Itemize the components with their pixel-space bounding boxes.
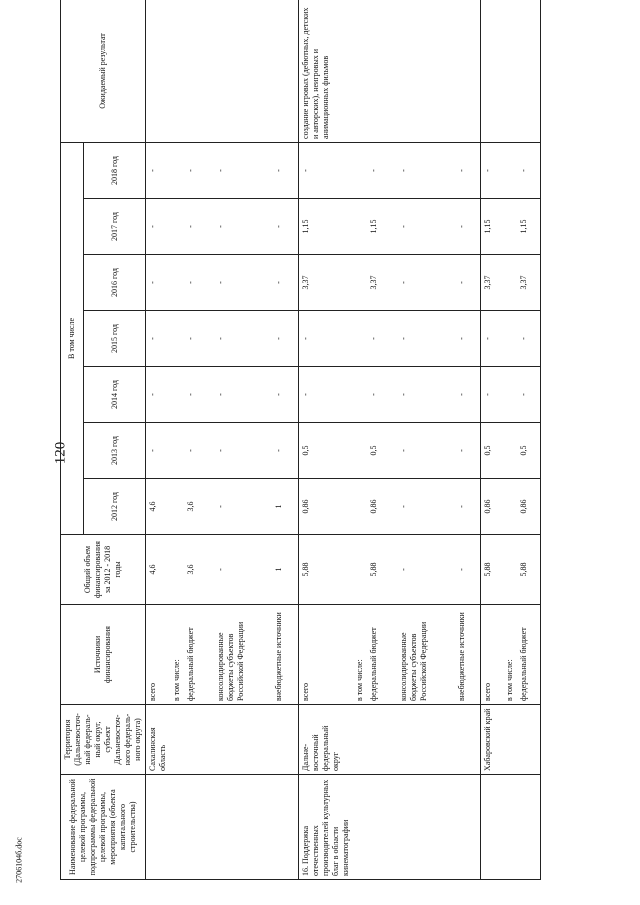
year-value-cell: 0,86 — [367, 479, 397, 535]
year-value-cell: 0,5 — [481, 423, 503, 479]
header-territory: Территория (Дальневосточ-ный федераль-ный округ, субъект Дальневосточ-ного федераль-ного округа) — [61, 705, 146, 775]
territory-cell — [214, 705, 272, 775]
year-value-cell: - — [367, 311, 397, 367]
year-value-cell: - — [455, 423, 481, 479]
year-value-cell: - — [184, 142, 214, 198]
territory-cell: Хабаровский край — [481, 705, 503, 775]
header-year: 2015 год — [84, 311, 146, 367]
header-name: Наименование федеральной целевой программы, подпрограммы федеральной целевой программы, мероприятия (объекта капитального строительства) — [61, 775, 146, 880]
year-value-cell: - — [272, 199, 298, 255]
total-cell: 5,88 — [517, 535, 541, 605]
territory-cell: Дальне-восточный федеральный округ — [298, 705, 353, 775]
table-row — [353, 0, 367, 880]
year-value-cell — [503, 311, 517, 367]
year-value-cell: - — [146, 142, 171, 198]
territory-cell — [503, 705, 517, 775]
year-value-cell: - — [272, 311, 298, 367]
name-cell — [184, 775, 214, 880]
year-value-cell: - — [214, 367, 272, 423]
header-year: 2013 год — [84, 423, 146, 479]
year-value-cell: - — [367, 142, 397, 198]
result-cell — [214, 0, 272, 142]
result-cell — [397, 0, 455, 142]
total-cell: 5,88 — [298, 535, 353, 605]
year-value-cell: - — [455, 255, 481, 311]
year-value-cell — [353, 255, 367, 311]
year-value-cell: 1,15 — [298, 199, 353, 255]
year-value-cell: 0,5 — [517, 423, 541, 479]
year-value-cell — [353, 367, 367, 423]
year-value-cell — [503, 255, 517, 311]
year-value-cell: - — [397, 199, 455, 255]
year-value-cell — [503, 367, 517, 423]
territory-cell — [184, 705, 214, 775]
year-value-cell: 0,86 — [481, 479, 503, 535]
year-value-cell: - — [146, 311, 171, 367]
year-value-cell: - — [517, 142, 541, 198]
territory-cell — [353, 705, 367, 775]
header-total: Общий объем финансирования за 2012 - 2018 годы — [61, 535, 146, 605]
total-cell: 3,6 — [184, 535, 214, 605]
result-cell — [455, 0, 481, 142]
year-value-cell: - — [146, 423, 171, 479]
year-value-cell: - — [298, 311, 353, 367]
year-value-cell: - — [214, 255, 272, 311]
name-cell — [146, 775, 171, 880]
year-value-cell: 3,37 — [517, 255, 541, 311]
year-value-cell — [503, 142, 517, 198]
source-cell: федеральный бюджет — [367, 605, 397, 705]
year-value-cell: 1 — [272, 479, 298, 535]
name-cell — [353, 775, 367, 880]
territory-cell — [517, 705, 541, 775]
result-cell — [170, 0, 184, 142]
year-value-cell: - — [272, 423, 298, 479]
territory-cell: Сахалинская область — [146, 705, 171, 775]
year-value-cell — [170, 479, 184, 535]
year-value-cell — [503, 479, 517, 535]
year-value-cell: 3,6 — [184, 479, 214, 535]
header-year: 2012 год — [84, 479, 146, 535]
year-value-cell: 0,5 — [298, 423, 353, 479]
table-body — [146, 0, 541, 880]
financing-table-container — [60, 0, 535, 880]
name-cell — [503, 775, 517, 880]
year-value-cell: - — [214, 142, 272, 198]
source-cell: внебюджетные источники — [272, 605, 298, 705]
year-value-cell: - — [397, 479, 455, 535]
year-value-cell — [170, 423, 184, 479]
year-value-cell — [353, 311, 367, 367]
result-cell — [353, 0, 367, 142]
table-row — [503, 0, 517, 880]
table-row — [298, 0, 353, 880]
year-value-cell: - — [397, 142, 455, 198]
table-row — [146, 0, 171, 880]
year-value-cell: - — [481, 311, 503, 367]
result-cell — [517, 0, 541, 142]
name-cell: 16. Поддержка отечественных производителей культурных благ в области кинематографии — [298, 775, 353, 880]
year-value-cell: - — [272, 142, 298, 198]
year-value-cell: - — [397, 311, 455, 367]
name-cell — [214, 775, 272, 880]
year-value-cell — [353, 199, 367, 255]
territory-cell — [455, 705, 481, 775]
year-value-cell — [503, 423, 517, 479]
name-cell — [367, 775, 397, 880]
header-source: Источники финансирования — [61, 605, 146, 705]
year-value-cell: 0,86 — [517, 479, 541, 535]
source-cell: федеральный бюджет — [184, 605, 214, 705]
territory-cell — [397, 705, 455, 775]
name-cell — [272, 775, 298, 880]
table-row — [397, 0, 455, 880]
year-value-cell: - — [481, 367, 503, 423]
year-value-cell: - — [517, 367, 541, 423]
source-cell: внебюджетные источники — [455, 605, 481, 705]
page-number: 120 — [52, 441, 69, 465]
year-value-cell: 1,15 — [517, 199, 541, 255]
source-cell: в том числе: — [353, 605, 367, 705]
year-value-cell: - — [455, 142, 481, 198]
header-year: 2014 год — [84, 367, 146, 423]
year-value-cell — [170, 142, 184, 198]
year-value-cell: 4,6 — [146, 479, 171, 535]
table-row — [455, 0, 481, 880]
year-value-cell: 3,37 — [481, 255, 503, 311]
year-value-cell: 0,5 — [367, 423, 397, 479]
name-cell — [455, 775, 481, 880]
header-including: В том числе — [61, 142, 84, 534]
result-cell — [503, 0, 517, 142]
result-cell — [184, 0, 214, 142]
table-row — [517, 0, 541, 880]
table-row — [184, 0, 214, 880]
total-cell: - — [397, 535, 455, 605]
total-cell — [170, 535, 184, 605]
year-value-cell: - — [397, 423, 455, 479]
year-value-cell: - — [397, 367, 455, 423]
year-value-cell: - — [184, 311, 214, 367]
source-cell: всего — [298, 605, 353, 705]
year-value-cell: 0,86 — [298, 479, 353, 535]
year-value-cell: 1,15 — [367, 199, 397, 255]
total-cell — [503, 535, 517, 605]
year-value-cell: - — [214, 479, 272, 535]
header-year: 2018 год — [84, 142, 146, 198]
table-row — [170, 0, 184, 880]
year-value-cell: - — [146, 199, 171, 255]
result-cell — [146, 0, 171, 142]
year-value-cell: - — [214, 199, 272, 255]
year-value-cell: - — [455, 367, 481, 423]
name-cell — [517, 775, 541, 880]
year-value-cell: - — [184, 199, 214, 255]
year-value-cell: 1,15 — [481, 199, 503, 255]
year-value-cell — [170, 255, 184, 311]
year-value-cell: - — [481, 142, 503, 198]
name-cell — [481, 775, 503, 880]
total-cell: 1 — [272, 535, 298, 605]
source-cell: в том числе: — [170, 605, 184, 705]
year-value-cell: - — [146, 367, 171, 423]
total-cell: - — [214, 535, 272, 605]
year-value-cell — [353, 423, 367, 479]
year-value-cell: - — [298, 142, 353, 198]
year-value-cell: 3,37 — [367, 255, 397, 311]
year-value-cell: - — [214, 311, 272, 367]
total-cell: 5,88 — [481, 535, 503, 605]
header-year: 2016 год — [84, 255, 146, 311]
table-row — [214, 0, 272, 880]
year-value-cell: - — [455, 199, 481, 255]
year-value-cell — [503, 199, 517, 255]
source-cell: в том числе: — [503, 605, 517, 705]
year-value-cell: - — [517, 311, 541, 367]
header-year: 2017 год — [84, 199, 146, 255]
result-cell — [367, 0, 397, 142]
year-value-cell: - — [184, 255, 214, 311]
territory-cell — [367, 705, 397, 775]
financing-table — [60, 0, 541, 880]
year-value-cell: 3,37 — [298, 255, 353, 311]
total-cell: 5,88 — [367, 535, 397, 605]
name-cell — [397, 775, 455, 880]
header-result: Ожидаемый результат — [61, 0, 146, 142]
result-cell — [272, 0, 298, 142]
table-row — [367, 0, 397, 880]
table-row — [272, 0, 298, 880]
year-value-cell — [353, 479, 367, 535]
year-value-cell: - — [397, 255, 455, 311]
name-cell — [170, 775, 184, 880]
source-cell: федеральный бюджет — [517, 605, 541, 705]
year-value-cell — [353, 142, 367, 198]
year-value-cell: - — [298, 367, 353, 423]
document-footer: 2706104б.doc — [14, 837, 24, 883]
source-cell: всего — [146, 605, 171, 705]
year-value-cell — [170, 367, 184, 423]
territory-cell — [170, 705, 184, 775]
year-value-cell: - — [184, 367, 214, 423]
year-value-cell — [170, 199, 184, 255]
territory-cell — [272, 705, 298, 775]
result-cell: создание игровых (дебютных, детских и авторских), неигровых и анимационных фильмов — [298, 0, 353, 142]
year-value-cell: - — [184, 423, 214, 479]
total-cell: 4,6 — [146, 535, 171, 605]
year-value-cell — [170, 311, 184, 367]
result-cell — [481, 0, 503, 142]
total-cell — [353, 535, 367, 605]
table-row — [481, 0, 503, 880]
year-value-cell: - — [272, 255, 298, 311]
year-value-cell: - — [214, 423, 272, 479]
year-value-cell: - — [367, 367, 397, 423]
source-cell: всего — [481, 605, 503, 705]
year-value-cell: - — [146, 255, 171, 311]
year-value-cell: - — [272, 367, 298, 423]
total-cell: - — [455, 535, 481, 605]
source-cell: консолидированные бюджеты субъектов Российской Федерации — [214, 605, 272, 705]
year-value-cell: - — [455, 311, 481, 367]
year-value-cell: - — [455, 479, 481, 535]
source-cell: консолидированные бюджеты субъектов Российской Федерации — [397, 605, 455, 705]
